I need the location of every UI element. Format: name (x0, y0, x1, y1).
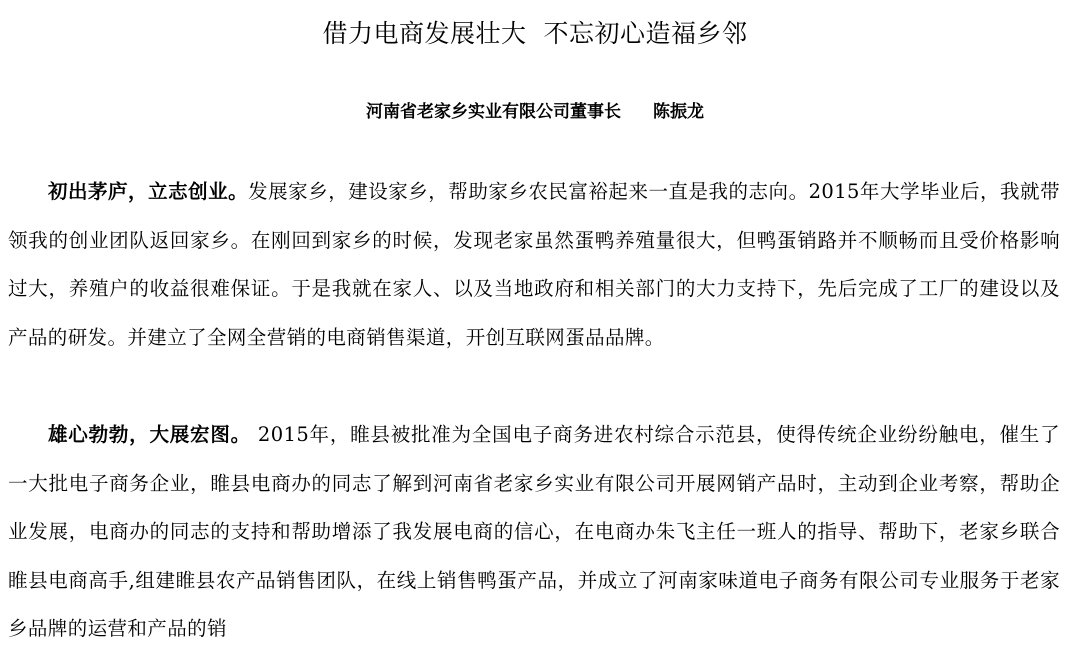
paragraph-2 (8, 411, 1060, 654)
author-name: 陈振龙 (653, 102, 704, 122)
document-title: 借力电商发展壮大 不忘初心造福乡邻 (322, 19, 748, 48)
byline (0, 98, 1070, 126)
paragraph-2-text: 2015年，睢县被批准为全国电子商务进农村综合示范县，使得传统企业纷纷触电，催生了一大批电子商务企业，睢县电商办的同志了解到河南省老家乡实业有限公司开展网销产品时，主动到企业考察，帮助企业发展，电商办的同志的支持和帮助增添了我发展电商的信心，在电商办朱飞主任一班人的指导、帮助下，老家乡联合睢县电商高手,组建睢县农产品销售团队，在线上销售鸭蛋产品，并成立了河南家味道电子商务有限公司专业服务于老家乡品牌的运营和产品的销 (8, 423, 1060, 641)
paragraph-1 (8, 168, 1060, 362)
paragraph-1-text: 发展家乡，建设家乡，帮助家乡农民富裕起来一直是我的志向。2015年大学毕业后，我就带领我的创业团队返回家乡。在刚回到家乡的时候，发现老家虽然蛋鸭养殖量很大，但鸭蛋销路并不顺畅而且受价格影响过大，养殖户的收益很难保证。于是我就在家人、以及当地政府和相关部门的大力支持下，先后完成了工厂的建设以及产品的研发。并建立了全网全营销的电商销售渠道，开创互联网蛋品品牌。 (8, 180, 1060, 349)
paragraph-2-lead: 雄心勃勃，大展宏图。 (48, 423, 251, 446)
author-position: 河南省老家乡实业有限公司董事长 (366, 102, 621, 122)
paragraph-1-lead: 初出茅庐，立志创业。 (48, 180, 249, 203)
